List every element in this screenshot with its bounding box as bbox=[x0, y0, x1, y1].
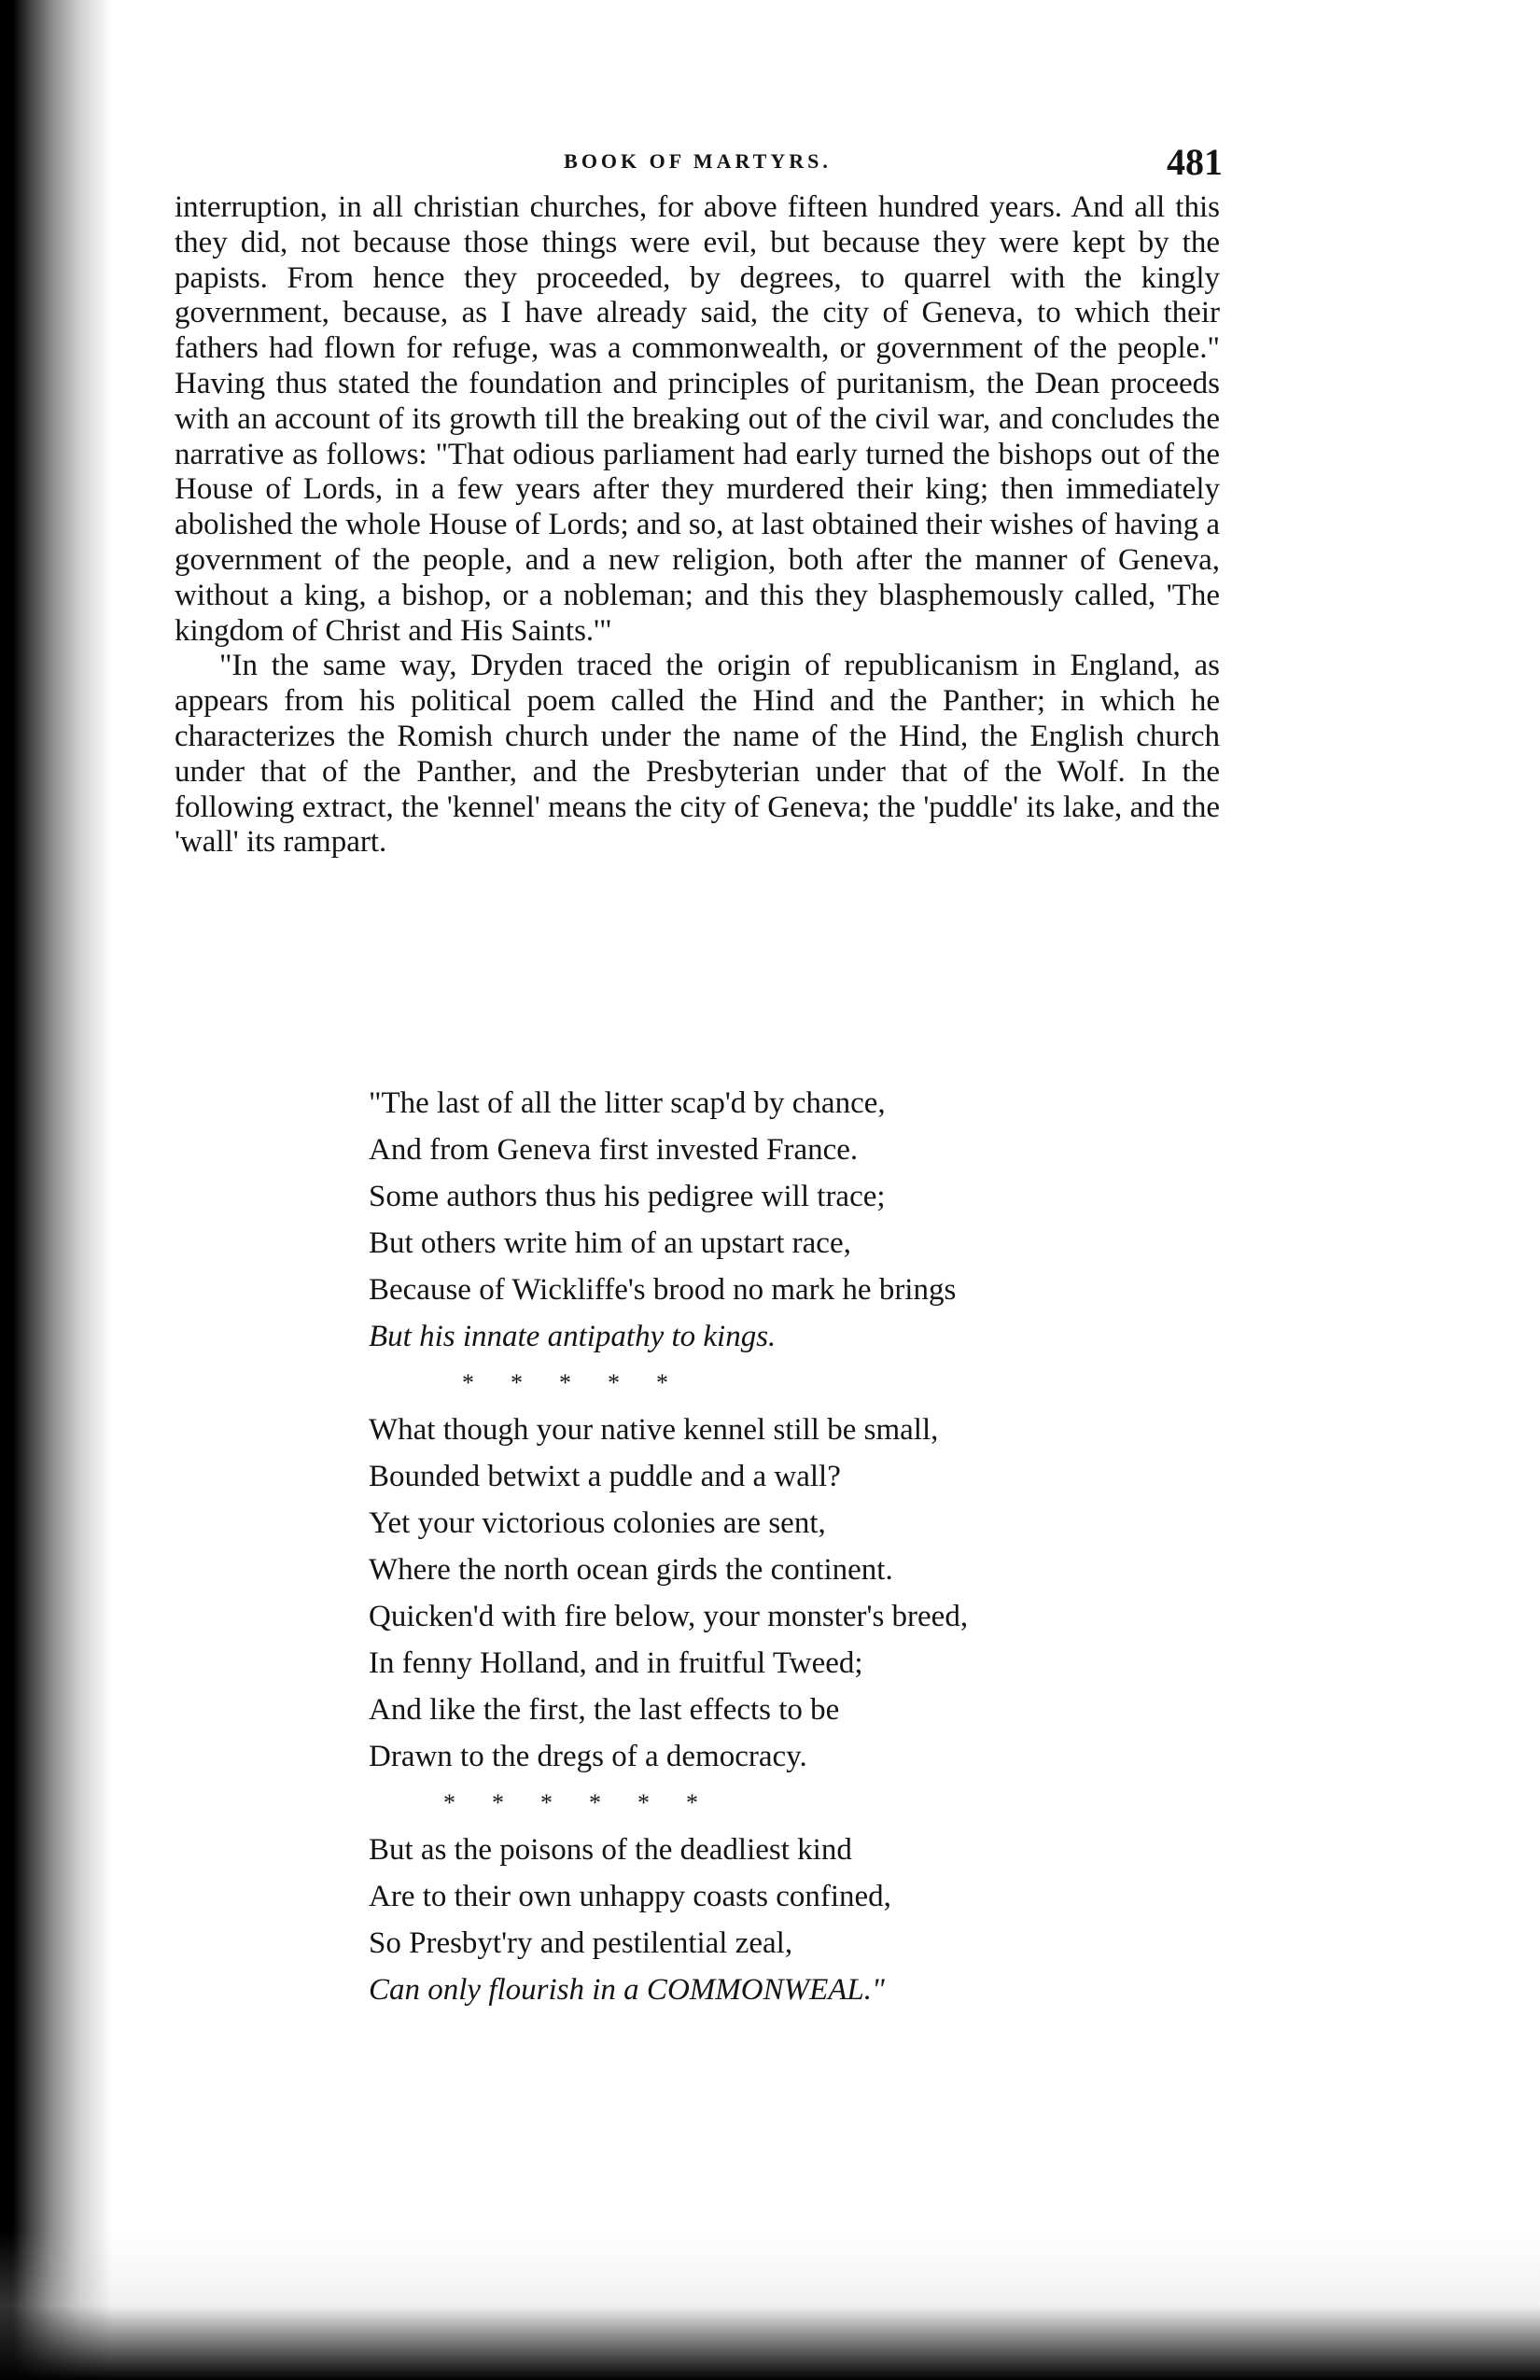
poem-line: Are to their own unhappy coasts confined, bbox=[369, 1880, 891, 1913]
poem-line: "The last of all the litter scap'd by chance, bbox=[369, 1086, 886, 1120]
asterisk-separator: * * * * * * bbox=[443, 1789, 698, 1816]
scan-bottom-edge-shadow bbox=[0, 2231, 1540, 2380]
poem-line: What though your native kennel still be small, bbox=[369, 1413, 939, 1447]
body-text bbox=[175, 190, 1220, 861]
poem-line: Because of Wickliffe's brood no mark he brings bbox=[369, 1273, 957, 1307]
poem-extract bbox=[369, 1080, 1209, 2013]
poem-line: So Presbyt'ry and pestilential zeal, bbox=[369, 1926, 793, 1960]
asterisk-separator: * * * * * bbox=[462, 1369, 668, 1396]
paragraph-1: interruption, in all christian churches, for above fifteen hundred years. And all this they did, not because those things were evil, but because they were kept by the papists. From hence they proceeded, by degrees, to quarrel with the kingly government, because, as I have already said, the city of Geneva, to which their fathers had flown for refuge, was a commonwealth, or government of the people." Having thus stated the foundation and principles of puritanism, the Dean proceeds with an account of its growth till the breaking out of the civil war, and concludes the narrative as follows: "That odious parliament had early turned the bishops out of the House of Lords, in a few years after they murdered their king; then immediately abolished the whole House of Lords; and so, at last obtained their wishes of having a government of the people, and a new religion, both after the manner of Geneva, without a king, a bishop, or a nobleman; and this they blasphemously called, 'The kingdom of Christ and His Saints.'" bbox=[175, 190, 1220, 648]
poem-line: Some authors thus his pedigree will trace; bbox=[369, 1180, 886, 1213]
scan-left-edge-shadow bbox=[0, 0, 112, 2380]
page-header bbox=[173, 140, 1223, 187]
poem-line: Where the north ocean girds the continent. bbox=[369, 1553, 893, 1587]
poem-line: And from Geneva first invested France. bbox=[369, 1133, 859, 1167]
poem-line: In fenny Holland, and in fruitful Tweed; bbox=[369, 1646, 863, 1680]
poem-line: Bounded betwixt a puddle and a wall? bbox=[369, 1460, 841, 1493]
poem-line: But his innate antipathy to kings. bbox=[369, 1320, 777, 1353]
poem-line: But others write him of an upstart race, bbox=[369, 1226, 851, 1260]
poem-line: Drawn to the dregs of a democracy. bbox=[369, 1740, 807, 1773]
running-head: BOOK OF MARTYRS. bbox=[564, 149, 832, 173]
page-number: 481 bbox=[1167, 141, 1223, 183]
paragraph-2: "In the same way, Dryden traced the origin of republicanism in England, as appears from his political poem called the Hind and the Panther; in which he characterizes the Romish church under the name of the Hind, the English church under that of the Panther, and the Presbyterian under that of the Wolf. In the following extract, the 'kennel' means the city of Geneva; the 'puddle' its lake, and the 'wall' its rampart. bbox=[175, 649, 1220, 860]
poem-line: Yet your victorious colonies are sent, bbox=[369, 1506, 826, 1540]
poem-line: And like the first, the last effects to be bbox=[369, 1693, 840, 1727]
poem-line: But as the poisons of the deadliest kind bbox=[369, 1833, 852, 1867]
poem-line: Can only flourish in a COMMONWEAL." bbox=[369, 1973, 885, 2007]
poem-line: Quicken'd with fire below, your monster's breed, bbox=[369, 1600, 969, 1633]
